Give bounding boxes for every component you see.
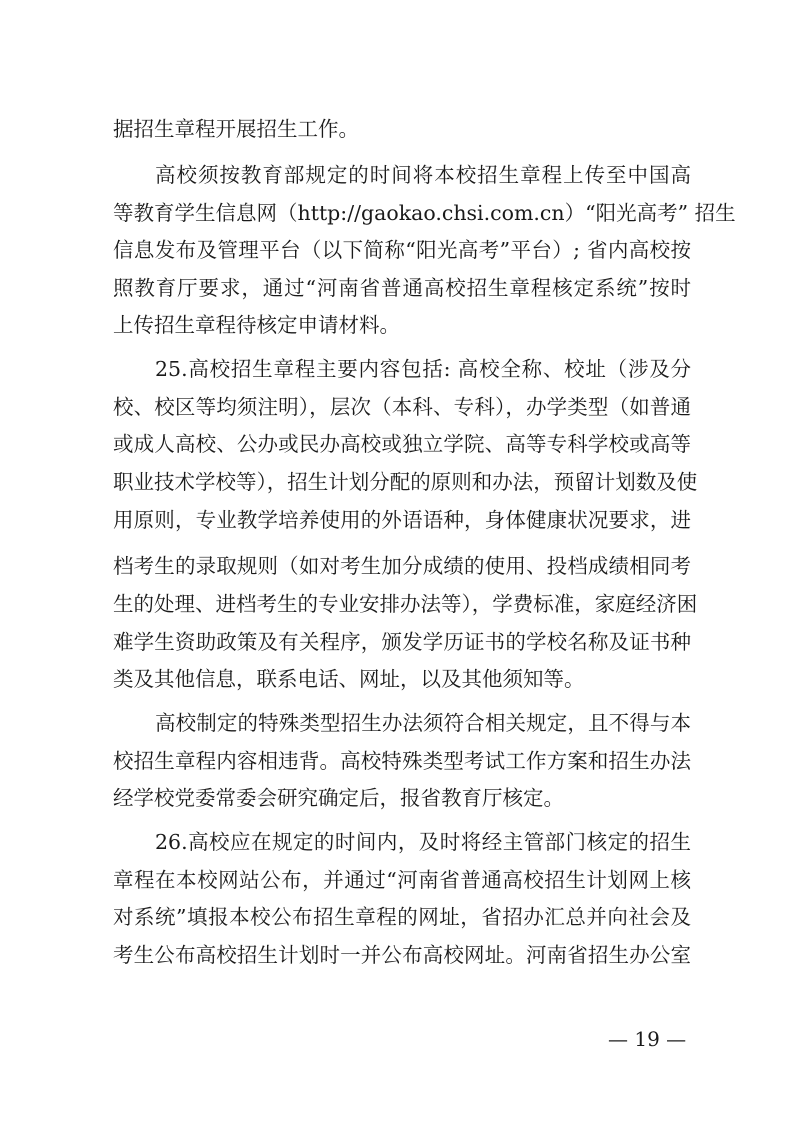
text-line: 等教育学生信息网（http://gaokao.chsi.com.cn）“阳光高考” 招生 xyxy=(113,201,736,225)
text-line: 经学校党委常委会研究确定后，报省教育厅核定。 xyxy=(113,786,564,810)
text-line: 校招生章程内容相违背。高校特殊类型考试工作方案和招生办法 xyxy=(113,749,691,773)
text-line: 高校须按教育部规定的时间将本校招生章程上传至中国高 xyxy=(155,163,691,187)
text-line: 据招生章程开展招生工作。 xyxy=(113,117,359,141)
text-line: 类及其他信息，联系电话、网址，以及其他须知等。 xyxy=(113,667,585,691)
text-line: 章程在本校网站公布，并通过“河南省普通高校招生计划网上核 xyxy=(113,868,691,892)
text-line: 档考生的录取规则（如对考生加分成绩的使用、投档成绩相同考 xyxy=(113,554,691,578)
text-line: 高校制定的特殊类型招生办法须符合相关规定，且不得与本 xyxy=(155,711,691,735)
text-line: 25.高校招生章程主要内容包括: 高校全称、校址（涉及分 xyxy=(155,357,691,381)
text-line: 26.高校应在规定的时间内，及时将经主管部门核定的招生 xyxy=(155,830,691,854)
text-line: 生的处理、进档考生的专业安排办法等），学费标准，家庭经济困 xyxy=(113,592,698,616)
text-line: 考生公布高校招生计划时一并公布高校网址。河南省招生办公室 xyxy=(113,943,691,967)
page-number: — 19 — xyxy=(608,1027,687,1051)
text-line: 对系统”填报本校公布招生章程的网址，省招办汇总并向社会及 xyxy=(113,905,691,929)
text-line: 或成人高校、公办或民办高校或独立学院、高等专科学校或高等 xyxy=(113,432,691,456)
text-line: 上传招生章程待核定申请材料。 xyxy=(113,313,400,337)
text-line: 难学生资助政策及有关程序，颁发学历证书的学校名称及证书种 xyxy=(113,630,691,654)
text-line: 照教育厅要求，通过“河南省普通高校招生章程核定系统”按时 xyxy=(113,276,691,300)
text-line: 职业技术学校等），招生计划分配的原则和办法，预留计划数及使 xyxy=(113,470,698,494)
text-line: 用原则，专业教学培养使用的外语语种，身体健康状况要求，进 xyxy=(113,508,691,532)
text-line: 信息发布及管理平台（以下简称“阳光高考”平台）; 省内高校按 xyxy=(113,238,691,262)
text-line: 校、校区等均须注明），层次（本科、专科），办学类型（如普通 xyxy=(113,395,691,419)
